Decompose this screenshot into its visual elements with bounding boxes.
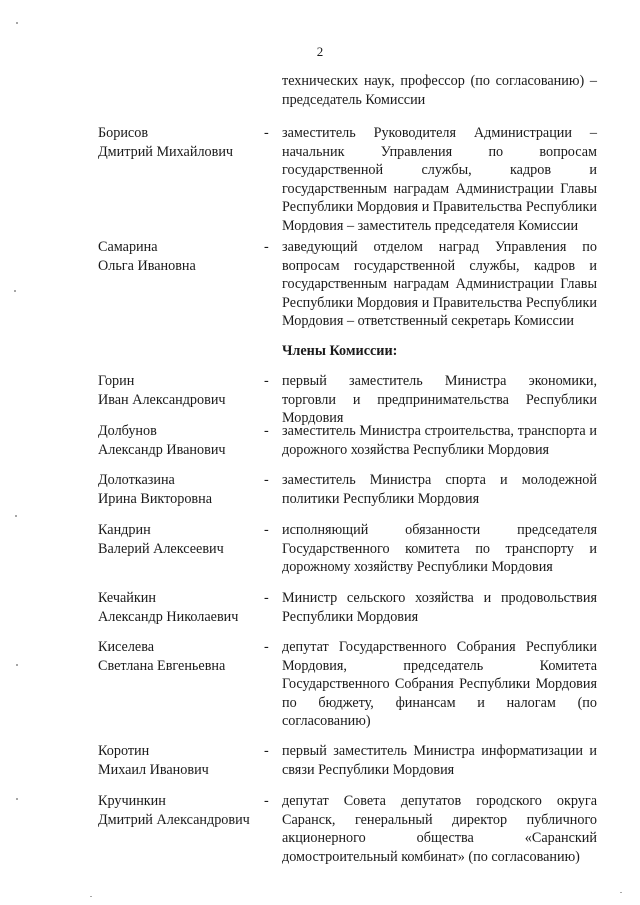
scan-speck [15,515,17,517]
member-description: исполняющий обязанности председателя Государственного комитета по транспорту и дорожному хозяйству Республики Мордовия [282,522,597,575]
scan-speck [620,892,622,893]
member-name [98,124,263,161]
separator-dash: - [264,423,269,439]
scan-speck [16,664,18,666]
member-description: заведующий отделом наград Управления по вопросам государственной службы, кадров и государственным наградам Администрации Главы Республики Мордовия и Правительства Республики Мордовия – ответственный секретарь Комиссии [282,239,597,329]
separator-dash: - [264,590,269,606]
member-surname: Горин [98,373,135,389]
member-name [98,372,263,409]
scan-speck [90,896,92,897]
member-description: депутат Государственного Собрания Республики Мордовия, председатель Комитета Государственного Собрания Республики Мордовия по бюджету, финансам и налогам (по согласованию) [282,639,597,729]
member-given-name: Дмитрий Александрович [98,811,250,828]
member-given-name: Михаил Иванович [98,761,209,778]
member-name [98,589,263,626]
member-given-name: Ирина Викторовна [98,490,213,507]
separator-dash: - [264,472,269,488]
member-given-name: Ольга Ивановна [98,257,196,274]
member-surname: Киселева [98,639,155,655]
member-name [98,471,263,508]
member-name [98,742,263,779]
member-description: Министр сельского хозяйства и продовольствия Республики Мордовия [282,590,597,625]
member-description: депутат Совета депутатов городского округа Саранск, генеральный директор публичного акционерного общества «Саранский домостроительный комбинат» (по согласованию) [282,793,597,865]
member-surname: Коротин [98,743,150,759]
member-given-name: Светлана Евгеньевна [98,657,226,674]
member-surname: Кручинкин [98,793,166,809]
member-given-name: Александр Николаевич [98,608,239,625]
scan-speck [16,798,18,800]
intro-description: технических наук, профессор (по согласованию) – председатель Комиссии [282,73,597,108]
member-description: первый заместитель Министра информатизации и связи Республики Мордовия [282,743,597,778]
member-given-name: Александр Иванович [98,441,226,458]
member-surname: Долбунов [98,423,157,439]
scan-speck [14,290,16,292]
separator-dash: - [264,373,269,389]
member-surname: Кечайкин [98,590,156,606]
separator-dash: - [264,793,269,809]
separator-dash: - [264,639,269,655]
member-given-name: Валерий Алексеевич [98,540,224,557]
scan-speck [16,22,18,24]
member-surname: Самарина [98,239,158,255]
member-given-name: Дмитрий Михайлович [98,143,234,160]
member-name [98,792,263,829]
member-name [98,422,263,459]
member-name [98,521,263,558]
separator-dash: - [264,743,269,759]
member-description: заместитель Министра спорта и молодежной политики Республики Мордовия [282,472,597,507]
page-number: 2 [316,44,324,59]
member-name [98,238,263,275]
member-name [98,638,263,675]
separator-dash: - [264,522,269,538]
member-surname: Кандрин [98,522,151,538]
member-description: первый заместитель Министра экономики, торговли и предпринимательства Республики Мордовия [282,373,597,426]
separator-dash: - [264,125,269,141]
members-heading: Члены Комиссии: [282,343,398,359]
member-surname: Борисов [98,125,149,141]
member-surname: Долотказина [98,472,175,488]
separator-dash: - [264,239,269,255]
member-description: заместитель Руководителя Администрации – начальник Управления по вопросам государственной службы, кадров и государственным наградам Администрации Главы Республики Мордовия и Правительства Республики Мордовия – заместитель председателя Комиссии [282,125,597,234]
member-description: заместитель Министра строительства, транспорта и дорожного хозяйства Республики Мордовия [282,423,597,458]
member-given-name: Иван Александрович [98,391,226,408]
